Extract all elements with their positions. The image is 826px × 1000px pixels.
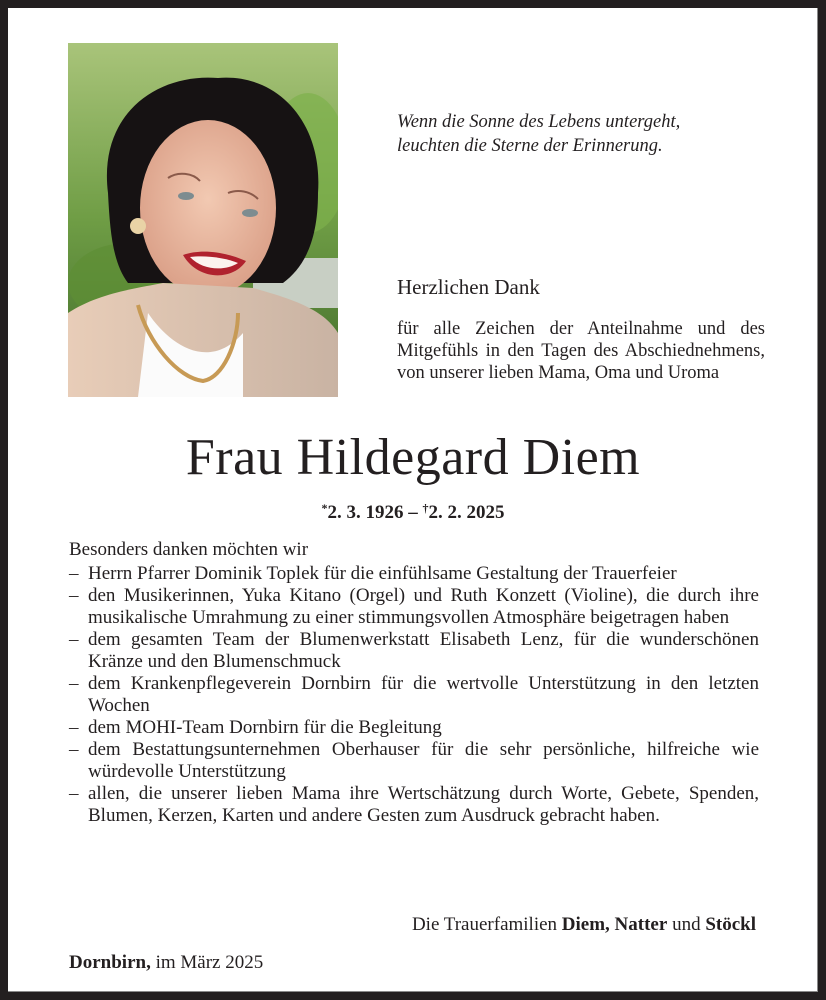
life-dates: [8, 496, 818, 525]
acknowledgement-intro: Besonders danken möchten wir: [69, 539, 309, 560]
portrait-image-icon: [68, 43, 338, 397]
thanks-heading: Herzlichen Dank: [397, 275, 540, 299]
signature-joiner: und: [667, 914, 706, 935]
place-city: Dornbirn,: [69, 952, 151, 973]
list-item: – dem Bestattungsunternehmen Oberhauser für die sehr persönliche, hilfreiche wie würdevolle Unterstützung: [69, 739, 759, 783]
quote-line-1: Wenn die Sonne des Lebens untergeht,: [397, 112, 681, 132]
deceased-name: Frau Hildegard Diem: [185, 429, 641, 486]
death-cross-icon: †: [422, 501, 429, 515]
thanks-text: für alle Zeichen der Anteilnahme und des Mitgefühls in den Tagen des Abschiednehmens, von unserer lieben Mama, Oma und Uroma: [397, 319, 765, 383]
family-names-2: Stöckl: [705, 914, 756, 935]
place-and-date: [69, 951, 263, 975]
list-item: – dem Krankenpflegeverein Dornbirn für die wertvolle Unterstützung in den letzten Wochen: [69, 673, 759, 717]
place-date: im März 2025: [150, 952, 264, 973]
family-signature: [412, 913, 756, 937]
birth-date: 2. 3. 1926: [327, 502, 404, 523]
list-item: – Herrn Pfarrer Dominik Toplek für die einfühlsame Gestaltung der Trauerfeier: [69, 563, 759, 585]
list-item: – den Musikerinnen, Yuka Kitano (Orgel) und Ruth Konzett (Violine), die durch ihre musikalische Umrahmung zu einer stimmungsvollen Atmosphäre beigetragen haben: [69, 585, 759, 629]
portrait-photo: [68, 43, 338, 397]
family-names-1: Diem, Natter: [561, 914, 668, 935]
list-item: – dem gesamten Team der Blumenwerkstatt Elisabeth Lenz, für die wunderschönen Kränze und den Blumenschmuck: [69, 629, 759, 673]
birth-star-icon: *: [321, 501, 328, 515]
date-separator: –: [403, 502, 423, 523]
list-item: – allen, die unserer lieben Mama ihre Wertschätzung durch Worte, Gebete, Spenden, Blumen, Kerzen, Karten und andere Gesten zum Ausdruck gebracht haben.: [69, 783, 759, 827]
list-item: – dem MOHI-Team Dornbirn für die Begleitung: [69, 717, 759, 739]
quote-line-2: leuchten die Sterne der Erinnerung.: [397, 136, 663, 156]
obituary-notice: [8, 8, 818, 992]
memorial-quote: [397, 110, 777, 158]
death-date: 2. 2. 2025: [428, 502, 505, 523]
acknowledgement-list: [69, 563, 759, 827]
signature-prefix: Die Trauerfamilien: [411, 914, 562, 935]
